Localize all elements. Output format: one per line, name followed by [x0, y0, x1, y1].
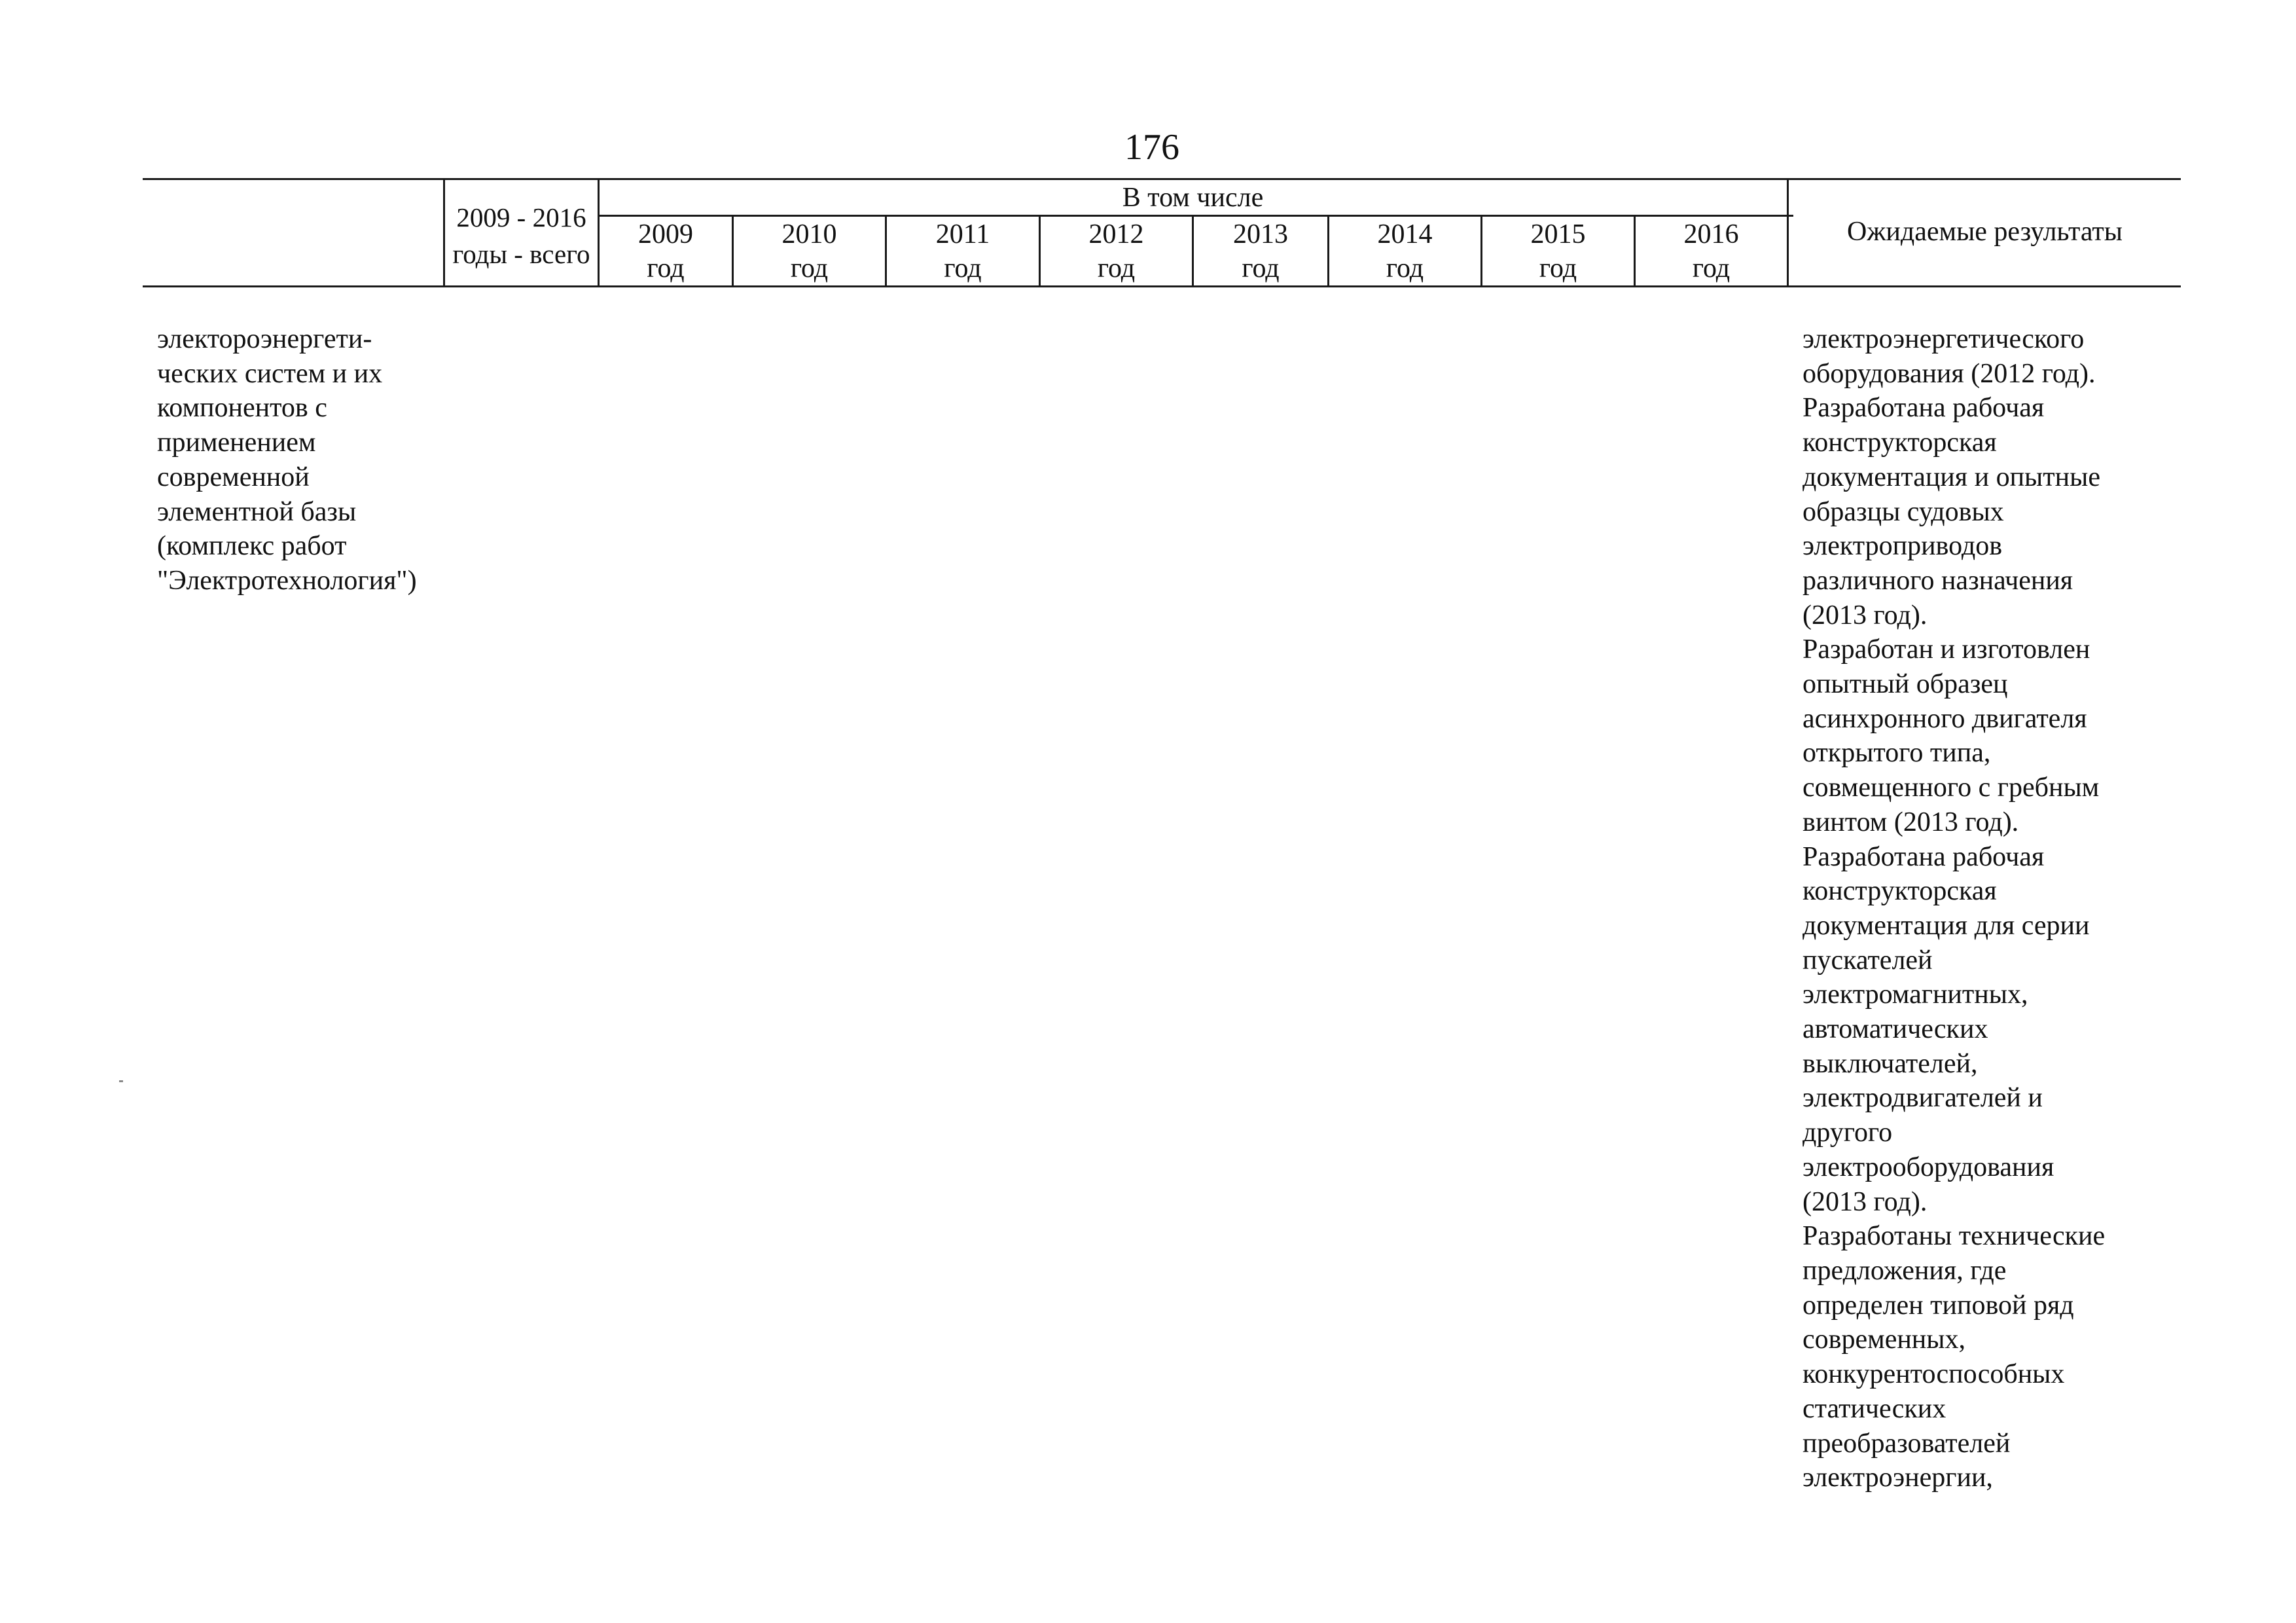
results-line: электромагнитных,	[1803, 979, 2028, 1010]
results-line: оборудования (2012 год).	[1803, 358, 2096, 389]
results-line: асинхронного двигателя	[1803, 703, 2087, 734]
results-line: преобразователей	[1803, 1428, 2011, 1459]
results-line: опытный образец	[1803, 669, 2008, 700]
results-line: совмещенного с гребным	[1803, 773, 2100, 803]
results-line: конструкторская	[1803, 428, 1997, 458]
results-line: образцы судовых	[1803, 496, 2004, 527]
year-unit: год	[790, 253, 829, 283]
year-column-2015	[1482, 217, 1634, 285]
results-line: конкурентоспособных	[1803, 1359, 2065, 1390]
year-column-2014	[1329, 217, 1480, 285]
year-column-2016	[1636, 217, 1787, 285]
year-unit: год	[1539, 253, 1577, 283]
results-line: электродвигателей и	[1803, 1083, 2043, 1114]
year-value: 2016	[1683, 219, 1739, 249]
results-header: Ожидаемые результаты	[1847, 217, 2123, 247]
year-column-2013	[1194, 217, 1327, 285]
year-column-2012	[1041, 217, 1192, 285]
year-column-2010	[734, 217, 885, 285]
results-line: современных,	[1803, 1324, 1966, 1355]
expected-results	[1803, 322, 2105, 1495]
year-unit: год	[1097, 253, 1136, 283]
results-line: открытого типа,	[1803, 738, 1991, 769]
total-years-label	[445, 199, 598, 272]
header-top-border	[143, 178, 2181, 180]
activity-name-line: "Электротехнология")	[157, 565, 417, 596]
results-line: (2013 год).	[1803, 1186, 1928, 1217]
page-number: 176	[1124, 127, 1179, 168]
total-years-label-line2: годы - всего	[452, 239, 590, 269]
results-line: электроэнергетического	[1803, 324, 2085, 354]
year-unit: год	[1386, 253, 1424, 283]
results-line: Разработаны технические	[1803, 1221, 2106, 1252]
year-column-2011	[887, 217, 1039, 285]
results-line: выключателей,	[1803, 1048, 1978, 1079]
results-line: другого	[1803, 1118, 1893, 1148]
year-column-2009	[600, 217, 732, 285]
activity-name	[157, 322, 417, 598]
results-line: конструкторская	[1803, 876, 1997, 907]
results-line: электрооборудования	[1803, 1152, 2054, 1182]
results-line: предложения, где	[1803, 1255, 2007, 1286]
results-line: пускателей	[1803, 945, 1933, 976]
results-line: документация для серии	[1803, 910, 2090, 941]
scan-speck	[119, 1080, 123, 1082]
results-line: электроэнергии,	[1803, 1463, 1993, 1493]
results-line: винтом (2013 год).	[1803, 807, 2019, 837]
total-years-label-line1: 2009 - 2016	[456, 202, 586, 232]
results-line: Разработан и изготовлен	[1803, 634, 2090, 665]
activity-name-line: применением	[157, 428, 316, 458]
results-line: документация и опытные	[1803, 462, 2100, 492]
results-line: Разработана рабочая	[1803, 393, 2045, 424]
results-line: статических	[1803, 1393, 1946, 1424]
year-value: 2014	[1377, 219, 1433, 249]
results-line: Разработана рабочая	[1803, 841, 2045, 872]
activity-name-line: элементной базы	[157, 496, 357, 527]
year-unit: год	[1242, 253, 1280, 283]
including-label: В том числе	[1122, 183, 1264, 213]
activity-name-line: ческих систем и их	[157, 358, 383, 389]
results-line: (2013 год).	[1803, 600, 1928, 630]
year-unit: год	[647, 253, 685, 283]
year-value: 2015	[1530, 219, 1586, 249]
activity-name-line: электороэнергети-	[157, 324, 372, 354]
year-value: 2011	[935, 219, 990, 249]
results-line: различного назначения	[1803, 565, 2073, 596]
year-unit: год	[944, 253, 982, 283]
subheader-divider	[599, 215, 1793, 217]
year-value: 2010	[781, 219, 837, 249]
activity-name-line: компонентов с	[157, 393, 327, 424]
activity-name-line: современной	[157, 462, 310, 492]
results-line: автоматических	[1803, 1014, 1988, 1045]
year-value: 2012	[1088, 219, 1144, 249]
year-value: 2013	[1233, 219, 1288, 249]
year-value: 2009	[638, 219, 693, 249]
activity-name-line: (комплекс работ	[157, 531, 347, 562]
results-line: определен типовой ряд	[1803, 1290, 2074, 1321]
year-unit: год	[1692, 253, 1731, 283]
results-line: электроприводов	[1803, 531, 2003, 562]
header-bottom-border	[143, 285, 2181, 287]
